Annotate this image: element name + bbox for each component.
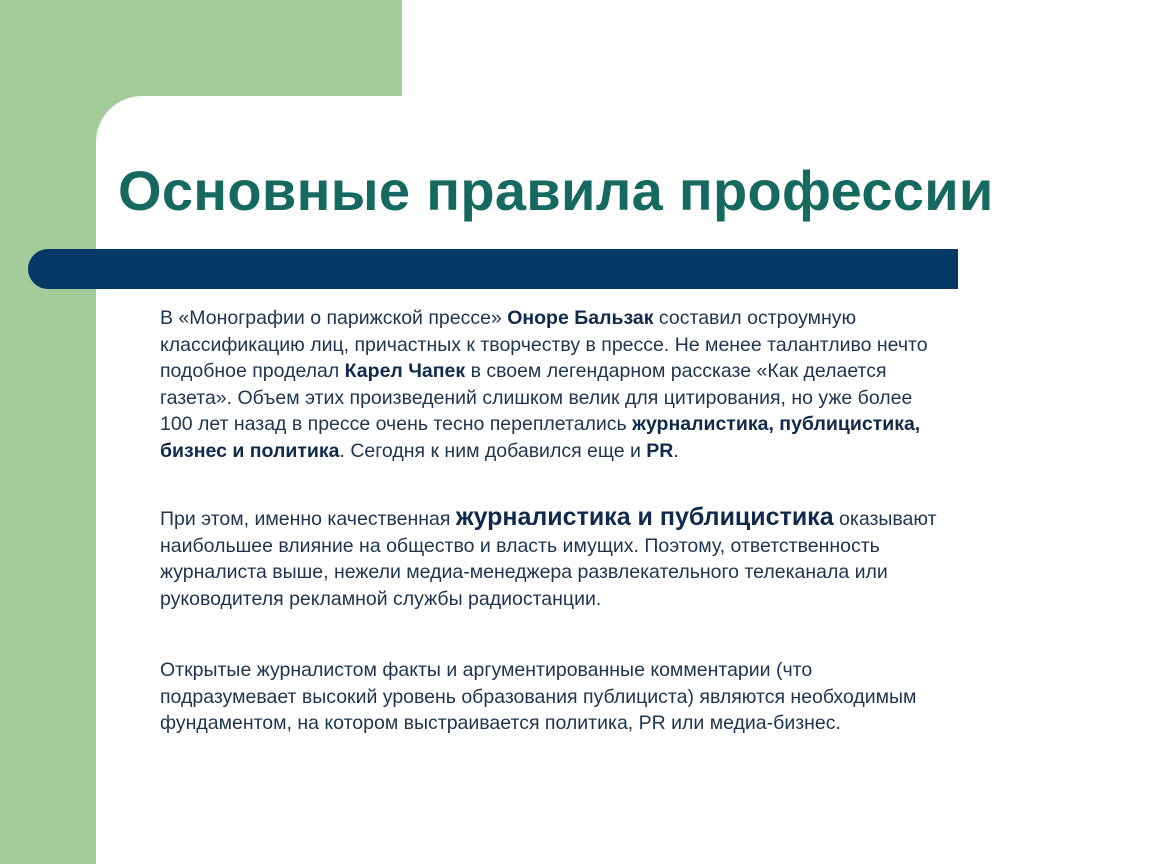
text-run: наибольшее влияние на общество и власть имущих. Поэтому, ответственность <box>160 534 880 557</box>
title-underline-bar <box>28 249 958 289</box>
text-run: В «Монографии о парижской прессе» <box>160 307 508 329</box>
paragraph-balzac <box>160 305 1060 465</box>
text-run: газета». Объем этих произведений слишком велик для цитирования, но уже более <box>160 386 913 409</box>
text-line <box>160 710 1060 737</box>
text-line <box>160 504 1060 533</box>
text-line <box>160 438 1060 465</box>
text-line <box>160 684 1060 711</box>
text-line <box>160 358 1060 385</box>
bold-text-run: Карел Чапек <box>344 360 466 383</box>
text-line <box>160 657 1060 684</box>
text-run: . <box>673 439 679 462</box>
text-run: Открытые журналистом факты и аргументированные комментарии (что <box>160 659 813 681</box>
text-run: оказывают <box>833 508 937 530</box>
text-run: . Сегодня к ним добавился еще и <box>339 439 647 462</box>
text-run: руководителя рекламной службы радиостанции. <box>160 587 602 610</box>
text-run: классификацию лиц, причастных к творчеству в прессе. Не менее талантливо нечто <box>160 333 928 356</box>
text-run: подобное проделал <box>160 360 345 383</box>
bold-text-run: журналистика, публицистика, <box>632 413 921 436</box>
text-run: подразумевает высокий уровень образования публициста) являются необходимым <box>160 685 917 708</box>
text-run: журналиста выше, нежели медиа-менеджера развлекательного телеканала или <box>160 561 888 584</box>
text-run: фундаментом, на котором выстраивается политика, PR или медиа-бизнес. <box>160 712 841 735</box>
bold-text-run: Оноре Бальзак <box>507 307 654 329</box>
bold-text-run: бизнес и политика <box>160 439 340 462</box>
text-run: 100 лет назад в прессе очень тесно переплетались <box>160 413 633 436</box>
text-line <box>160 305 1060 332</box>
text-run: При этом, именно качественная <box>160 508 456 530</box>
paragraph-quality-journalism <box>160 504 1060 612</box>
text-line <box>160 411 1060 438</box>
text-line <box>160 533 1060 560</box>
emphasized-large-text-run: журналистика и публицистика <box>455 503 834 531</box>
text-run: в своем легендарном рассказе «Как делается <box>465 360 887 383</box>
text-line <box>160 385 1060 412</box>
text-line <box>160 586 1060 613</box>
text-run: составил остроумную <box>653 307 857 329</box>
text-line <box>160 332 1060 359</box>
paragraph-facts <box>160 657 1060 737</box>
bold-text-run: PR <box>646 439 674 462</box>
text-line <box>160 559 1060 586</box>
slide-title: Основные правила профессии <box>118 159 994 222</box>
